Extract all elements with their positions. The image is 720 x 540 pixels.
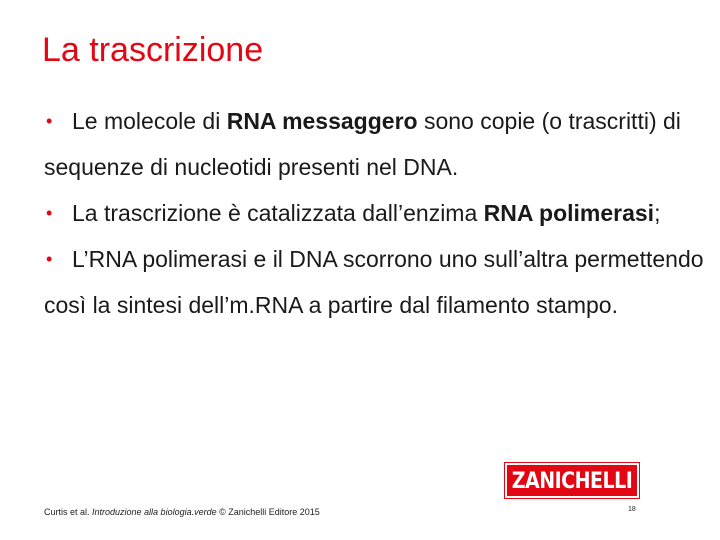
bullet-text: sono copie (o trascritti) di sequenze di nucleotidi presenti nel DNA. <box>44 108 681 180</box>
bullet-marker: • <box>46 249 53 269</box>
bullet-marker: • <box>46 203 53 223</box>
bullet-item <box>44 190 704 236</box>
zanichelli-logo <box>505 463 639 498</box>
logo-text: ZANICHELLI <box>511 467 633 494</box>
bullet-text: La trascrizione è catalizzata dall’enzima <box>72 200 484 226</box>
bullet-text-bold: RNA polimerasi <box>483 200 655 226</box>
bullet-text: Le molecole di <box>72 108 227 134</box>
bullet-text-bold: RNA messaggero <box>226 108 418 134</box>
page-number: 18 <box>628 506 636 513</box>
bullet-text: ; <box>654 200 661 226</box>
bullet-text: L’RNA polimerasi e il DNA scorrono uno sull’altra permettendo così la sintesi dell’m.RNA a partire dal filamento stampo. <box>44 246 704 318</box>
bullet-item <box>44 98 704 190</box>
bullet-item <box>44 236 704 328</box>
bullet-marker: • <box>46 111 53 131</box>
citation-prefix: Curtis et al. <box>44 507 93 517</box>
slide-title: La trascrizione <box>42 31 264 69</box>
citation-suffix: © Zanichelli Editore 2015 <box>216 507 320 517</box>
footer-citation <box>44 507 320 517</box>
slide-body <box>44 98 704 328</box>
citation-title: Introduzione alla biologia.verde <box>92 507 217 517</box>
